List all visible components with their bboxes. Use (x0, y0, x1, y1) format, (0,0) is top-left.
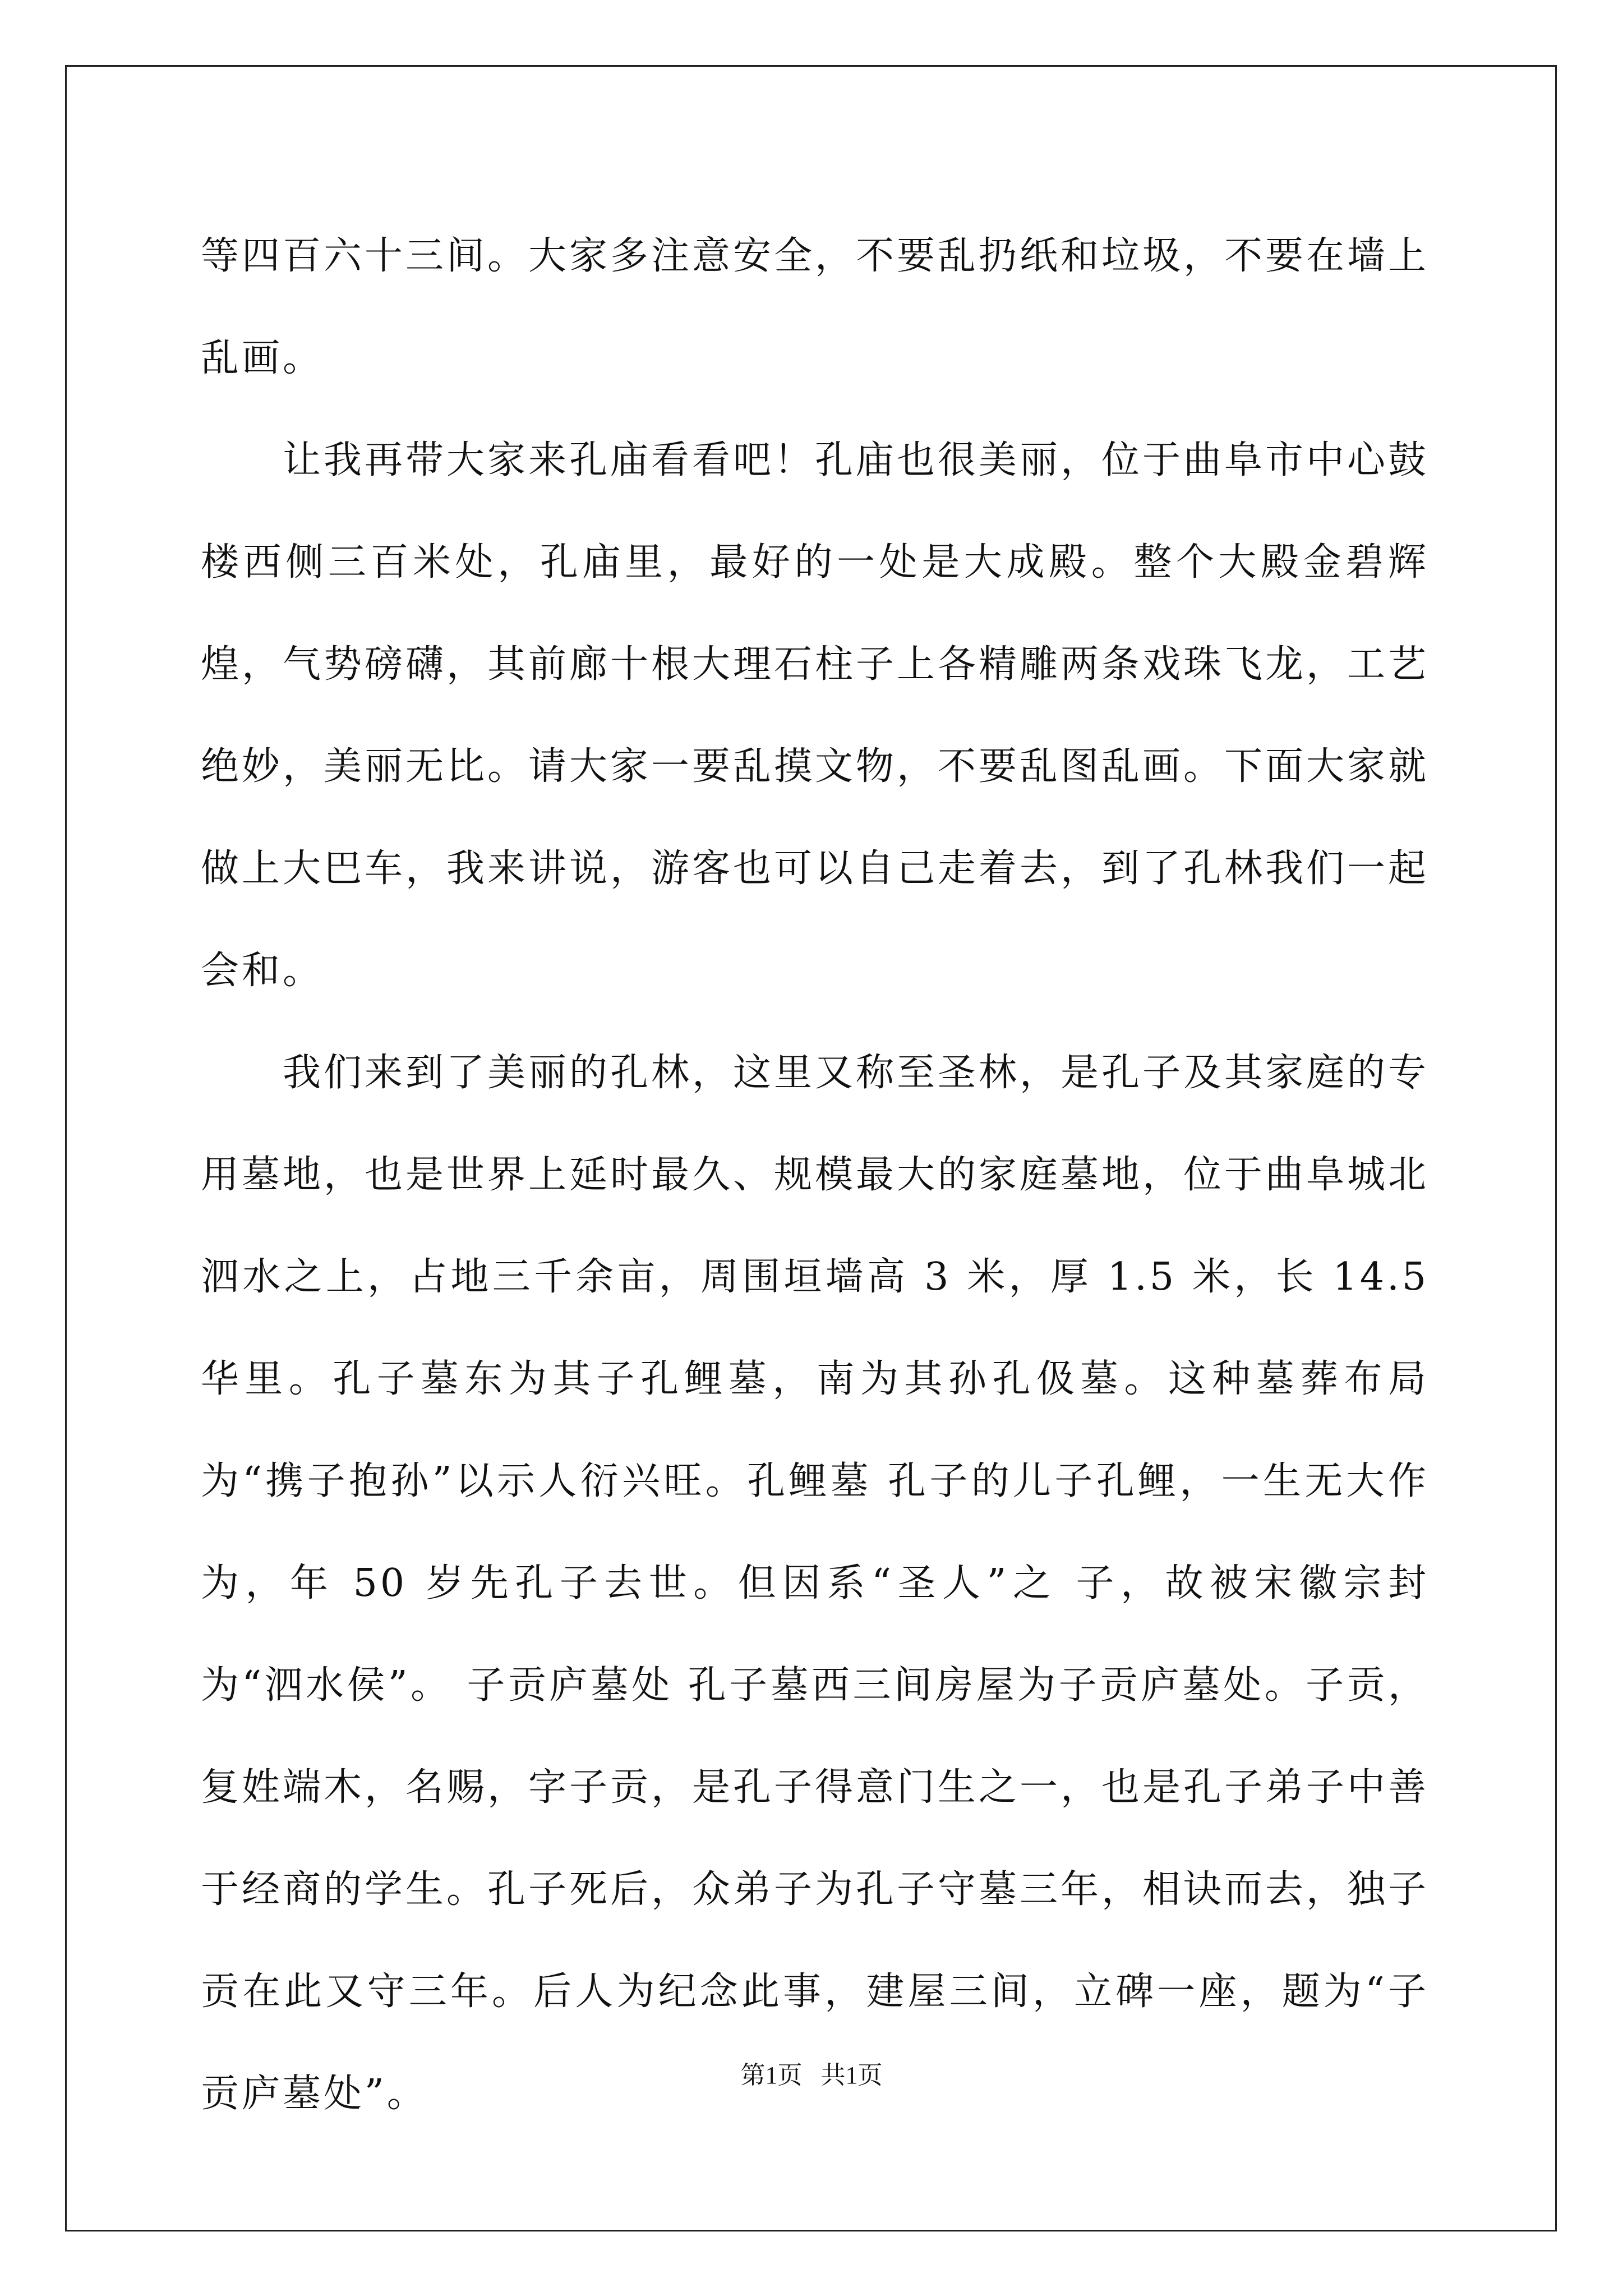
document-body (201, 205, 1429, 2145)
page-number-total: 共1页 (820, 2062, 883, 2089)
paragraph-2: 让我再带大家来孔庙看看吧！孔庙也很美丽，位于曲阜市中心鼓楼西侧三百米处，孔庙里，最好的一处是大成殿。整个大殿金碧辉煌，气势磅礴，其前廊十根大理石柱子上各精雕两条戏珠飞龙，工艺绝妙，美丽无比。请大家一要乱摸文物，不要乱图乱画。下面大家就做上大巴车，我来讲说，游客也可以自己走着去，到了孔林我们一起会和。 (201, 438, 1430, 993)
paragraph-1: 等四百六十三间。大家多注意安全，不要乱扔纸和垃圾，不要在墙上乱画。 (201, 234, 1430, 380)
paragraph-3: 我们来到了美丽的孔林，这里又称至圣林，是孔子及其家庭的专用墓地，也是世界上延时最久、规模最大的家庭墓地，位于曲阜城北泗水之上，占地三千余亩，周围垣墙高 3 米，厚 1.5 米，长 14.5 华里。孔子墓东为其子孔鲤墓，南为其孙孔伋墓。这种墓葬布局为“携子抱孙”以示人衍兴旺。孔鲤墓 孔子的儿子孔鲤，一生无大作为，年 50 岁先孔子去世。但因系“圣人”之 子，故被宋徽宗封为“泗水侯”。 子贡庐墓处 孔子墓西三间房屋为子贡庐墓处。子贡，复姓端木，名赐，字子贡，是孔子得意门生之一，也是孔子弟子中善于经商的学生。孔子死后，众弟子为孔子守墓三年，相诀而去，独子贡在此又守三年。后人为纪念此事，建屋三间，立碑一座，题为“子贡庐墓处”。 (201, 1051, 1430, 2116)
page-footer (0, 2059, 1623, 2092)
page-number-current: 第1页 (740, 2062, 803, 2089)
